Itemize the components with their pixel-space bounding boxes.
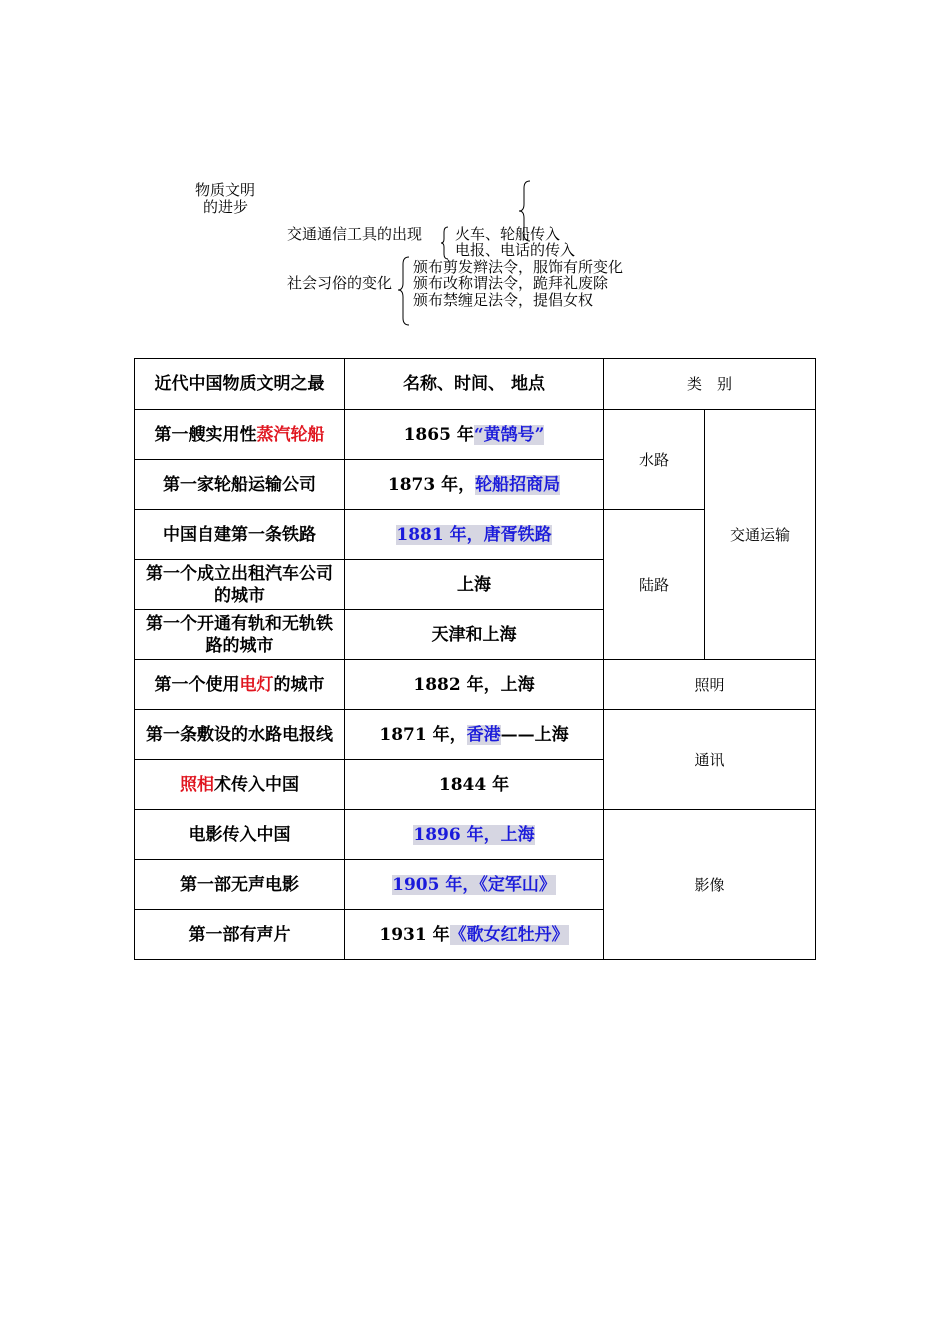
table-row-first: 电影传入中国 bbox=[135, 810, 345, 860]
header-category: 类 别 bbox=[604, 359, 816, 410]
table-row-first: 第一个使用电灯的城市 bbox=[135, 660, 345, 710]
table-row-first: 照相术传入中国 bbox=[135, 760, 345, 810]
category-land: 陆路 bbox=[604, 510, 705, 660]
table-row-first: 第一个成立出租汽车公司的城市 bbox=[135, 560, 345, 610]
table-row-first: 第一部有声片 bbox=[135, 910, 345, 960]
table-row-detail: 1865 年“黄鹄号” bbox=[345, 410, 604, 460]
outline-branch-transport: 交通通信工具的出现 bbox=[287, 225, 423, 243]
outline-item-title-law: 颁布改称谓法令，跪拜礼废除 bbox=[413, 274, 609, 292]
outline-root-line2: 的进步 bbox=[203, 198, 249, 216]
outline-item-telegraph: 电报、电话的传入 bbox=[455, 241, 576, 259]
table-row-detail: 1871 年，香港——上海 bbox=[345, 710, 604, 760]
outline-branch-customs: 社会习俗的变化 bbox=[287, 274, 393, 292]
table-row-detail: 上海 bbox=[345, 560, 604, 610]
highlight-text: 照相 bbox=[180, 774, 214, 795]
category-imaging: 影像 bbox=[604, 810, 816, 960]
table-row-detail bbox=[345, 510, 604, 560]
highlight-text: 1896 年，上海 bbox=[413, 824, 535, 845]
category-lighting: 照明 bbox=[604, 660, 816, 710]
highlight-text: 1905 年，《定军山》 bbox=[392, 874, 556, 895]
category-communication: 通讯 bbox=[604, 710, 816, 810]
table-row-detail: 1931 年《歌女红牡丹》 bbox=[345, 910, 604, 960]
table-row-first: 第一家轮船运输公司 bbox=[135, 460, 345, 510]
highlight-text: 《歌女红牡丹》 bbox=[449, 924, 569, 945]
highlight-text: “黄鹄号” bbox=[473, 424, 545, 445]
table-row-detail: 1844 年 bbox=[345, 760, 604, 810]
category-water: 水路 bbox=[604, 410, 705, 510]
highlight-text: 1881 年，唐胥铁路 bbox=[396, 524, 552, 545]
highlight-text: 蒸汽轮船 bbox=[256, 424, 325, 445]
brace-icon bbox=[397, 256, 411, 326]
table-row-detail bbox=[345, 810, 604, 860]
header-detail: 名称、时间、 地点 bbox=[345, 359, 604, 410]
table-row-first: 第一部无声电影 bbox=[135, 860, 345, 910]
table-row-detail bbox=[345, 860, 604, 910]
outline-item-train-ship: 火车、轮船传入 bbox=[455, 225, 561, 243]
highlight-text: 电灯 bbox=[239, 674, 274, 695]
table-row-detail: 1882 年，上海 bbox=[345, 660, 604, 710]
brace-icon bbox=[440, 226, 450, 260]
table-row-detail: 天津和上海 bbox=[345, 610, 604, 660]
highlight-text: 香港 bbox=[466, 724, 501, 745]
table-row-first: 第一条敷设的水路电报线 bbox=[135, 710, 345, 760]
table-row-first: 第一个开通有轨和无轨铁路的城市 bbox=[135, 610, 345, 660]
firsts-table bbox=[134, 358, 816, 960]
category-transport: 交通运输 bbox=[705, 410, 816, 660]
highlight-text: 轮船招商局 bbox=[475, 474, 561, 495]
table-row-first: 第一艘实用性蒸汽轮船 bbox=[135, 410, 345, 460]
outline-item-queue-law: 颁布剪发辫法令，服饰有所变化 bbox=[413, 258, 624, 276]
outline-item-footbinding-law: 颁布禁缠足法令，提倡女权 bbox=[413, 291, 594, 309]
table-row-detail: 1873 年，轮船招商局 bbox=[345, 460, 604, 510]
table-row-first: 中国自建第一条铁路 bbox=[135, 510, 345, 560]
outline-root-line1: 物质文明 bbox=[195, 181, 256, 199]
header-firsts: 近代中国物质文明之最 bbox=[135, 359, 345, 410]
